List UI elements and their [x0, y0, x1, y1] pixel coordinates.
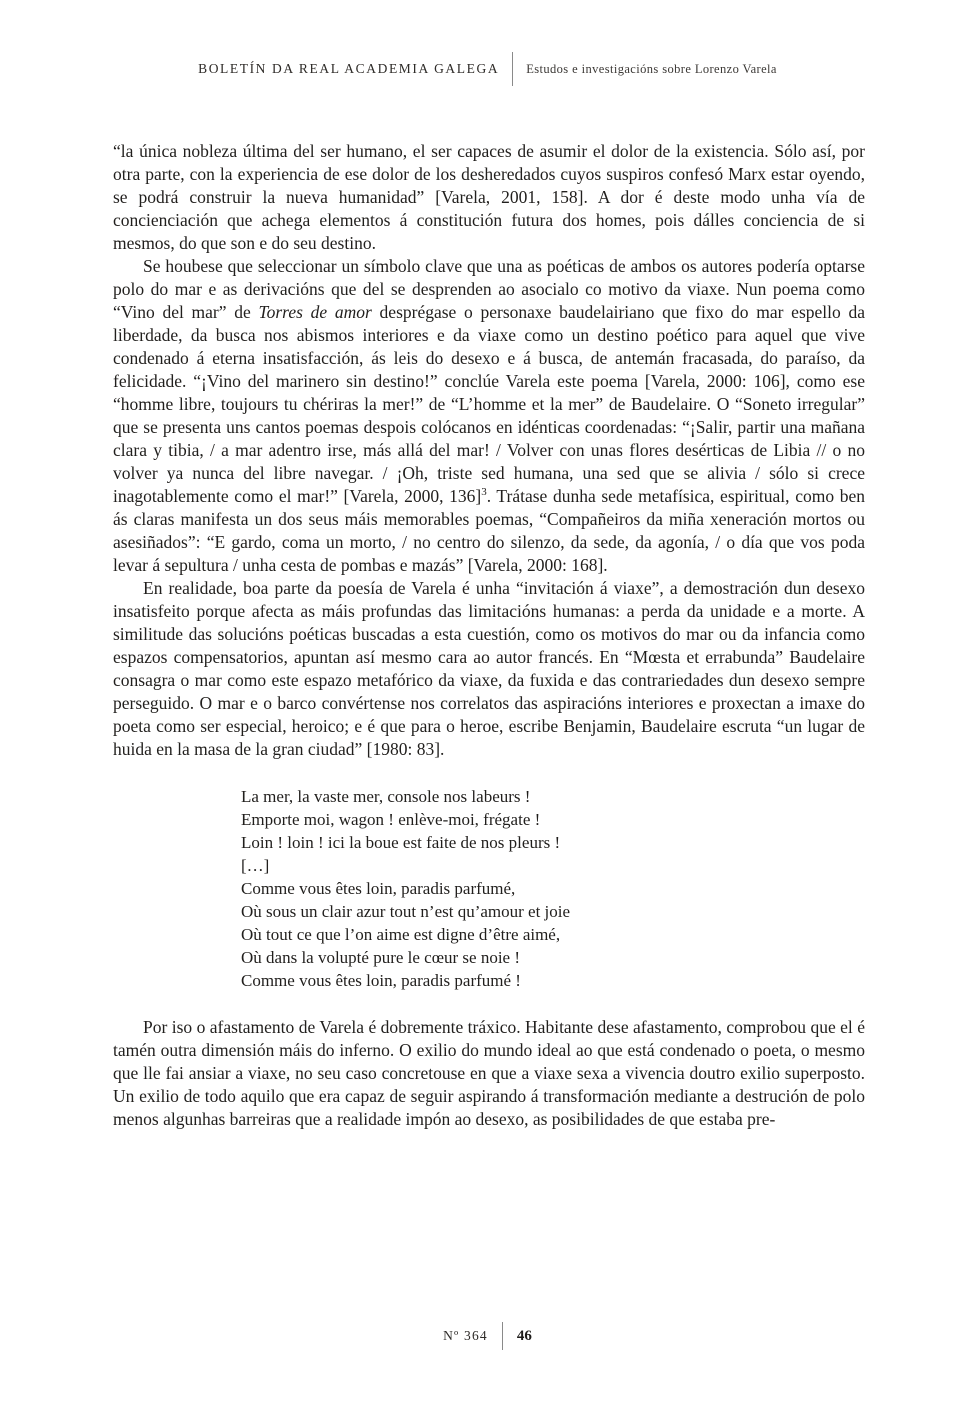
section-title: Estudos e investigacións sobre Lorenzo Varela	[526, 61, 777, 76]
page-number: 46	[516, 1327, 532, 1344]
text-segment: desprégase o personaxe baudelairiano que fixo do mar espello da liberdade, da busca nos abismos interiores e da viaxe como un destino poético para aquel que vive condenado á eterna insatisfacción, ás leis do desexo e á busca, de antemán fracasada, do paraíso, da felicidade. “¡Vino del marinero sin destino!” conclúe Varela este poema [Varela, 2000: 106], como ese “homme libre, toujours tu chériras la mer!” de “L’homme et la mer” de Baudelaire. O “Soneto irregular” que se presenta uns cantos poemas despois colócanos en idénticas coordenadas: “¡Salir, partir una mañana clara y tibia, / a mar adentro irse, más allá del mar! / Volver con unas flores desérticas de Libia // o no volver ya nunca del libre navegar. / ¡Oh, triste sed humana, una sed que se alivia / sólo si crece inagotablemente como el mar!” [Varela, 2000, 136]	[113, 302, 865, 506]
body-paragraph	[113, 255, 865, 577]
poem-line: Emporte moi, wagon ! enlève-moi, frégate !	[241, 810, 541, 829]
body-paragraph	[113, 1016, 865, 1131]
issue-number: Nº 364	[443, 1328, 488, 1343]
journal-title: BOLETÍN DA REAL ACADEMIA GALEGA	[198, 61, 500, 76]
body-paragraph	[113, 577, 865, 761]
poem-line: Où tout ce que l’on aime est digne d’être aimé,	[241, 925, 561, 944]
poem-line: La mer, la vaste mer, console nos labeurs !	[241, 787, 531, 806]
text-segment: En realidade, boa parte da poesía de Varela é unha “invitación á viaxe”, a demostración dun desexo insatisfeito porque afecta as máis profundas das limitacións humanas: a perda da unidade e a morte. A similitude das solucións poéticas buscadas a esta cuestión, como os motivos do mar ou da infancia como espazos compensatorios, apuntan así mesmo cara ao autor francés. En “Mœsta et errabunda” Baudelaire consagra o mar como este espazo metafórico da viaxe, da fuxida e das contrariedades dun desexo sempre perseguido. O mar e o barco convértense nos correlatos das aspiracións interiores e proxectan a imaxe do poeta como ser especial, heroico; e é que para o heroe, escribe Benjamin, Baudelaire escruta “un lugar de huida en la masa de la gran ciudad” [1980: 83].	[113, 578, 865, 759]
article-body	[113, 140, 865, 1131]
text-segment: . Trátase dunha sede metafísica, espiritual, como ben ás claras manifesta un dos seus máis memorables poemas, “Compañeiros da miña xeneración mortos ou asesiñados”: “E gardo, coma un morto, / no centro do silenzo, da sede, da agonía, / o día que vos poda levar á sepultura / unha cesta de pombas e mazás” [Varela, 2000: 168].	[113, 486, 865, 575]
header-divider	[512, 52, 513, 86]
text-segment: Se houbese que seleccionar un símbolo clave que una as poéticas de ambos os autores podería optarse polo do mar e as derivacións que del se desprenden ao asocialo co motivo da viaxe. Nun poema como “Vino del mar” de	[113, 256, 865, 322]
text-segment: “la única nobleza última del ser humano, el ser capaces de asumir el dolor de la existencia. Sólo así, por otra parte, con la experiencia de ese dolor de los desheredados cuyos suspiros confesó Marx estar oyendo, se podrá construir la nueva humanidad” [Varela, 2001, 158]. A dor é deste modo unha vía de concienciación que achega elementos á constitución futura dos homes, pois dálles conciencia de si mesmos, do que son e do seu destino.	[113, 141, 865, 253]
text-segment: Por iso o afastamento de Varela é dobremente tráxico. Habitante dese afastamento, comprobou que el é tamén outra dimensión máis do inferno. O exilio do mundo ideal ao que está condenado o poeta, o mesmo que lle fai ansiar a viaxe, no seu caso concretouse en que a viaxe sexa a vivencia doutro exilio superposto. Un exilio de todo aquilo que era capaz de seguir aspirando á transformación mediante a destrución de polo menos algunhas barreiras que a realidade impón ao desexo, as posibilidades de que estaba pre-	[113, 1017, 865, 1129]
poem-line: Où sous un clair azur tout n’est qu’amour et joie	[241, 902, 571, 921]
footnote-ref: 3	[481, 486, 487, 499]
poem-blockquote	[241, 785, 865, 992]
footer-divider	[502, 1322, 503, 1350]
page-header	[0, 52, 975, 86]
poem-line: Comme vous êtes loin, paradis parfumé !	[241, 971, 521, 990]
body-paragraph	[113, 140, 865, 255]
poem-line: […]	[241, 856, 270, 875]
poem-line: Comme vous êtes loin, paradis parfumé,	[241, 879, 516, 898]
work-title-italic: Torres de amor	[258, 302, 372, 322]
poem-line: Loin ! loin ! ici la boue est faite de nos pleurs !	[241, 833, 561, 852]
page-footer	[0, 1322, 975, 1350]
poem-line: Où dans la volupté pure le cœur se noie !	[241, 948, 520, 967]
